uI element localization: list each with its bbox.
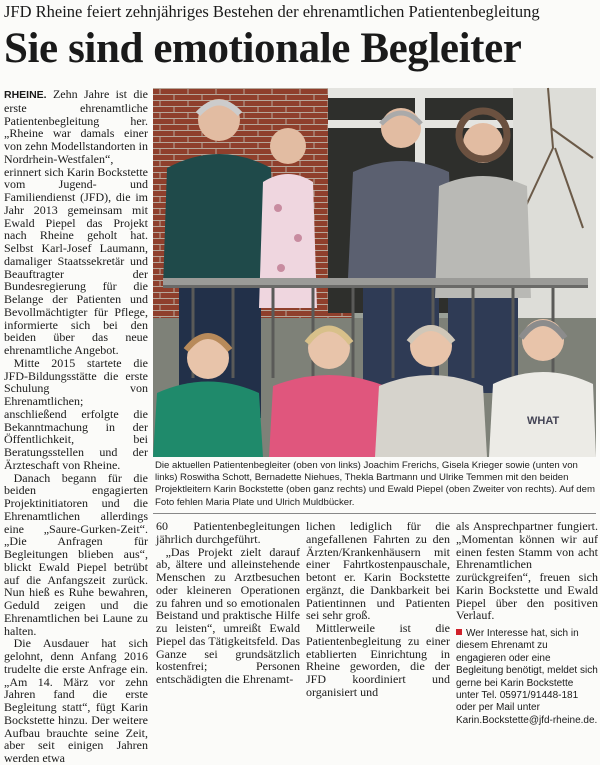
contact-infobox [456,628,598,727]
article-column-2 [156,519,300,686]
article-paragraph: Danach begann für die beiden engagierten Projektinitiatoren und die Ehrenamtlichen allerdings eine „Saure-Gurken-Zeit“. „Die Anfragen für Begleitungen blieben aus“, blickt Ewald Piepel betrübt auf die Anfangszeit zurück. Nun hieß es Ruhe bewahren, Geduld zeigen und die Ehrenamtlichen bei Laune zu halten. [4,470,148,638]
headline: Sie sind emotionale Begleiter [4,25,522,72]
article-paragraph: Die Ausdauer hat sich gelohnt, denn Anfang 2016 trudelte die erste Anfrage ein. „Am 14. März vor zehn Jahren fand die erste Begleitung statt“, fügt Karin Bockstette hinzu. Der weitere Aufbau brauchte seine Zeit, aber seit einigen Jahren werden etwa [4,636,148,765]
divider [153,513,596,514]
red-square-bullet-icon [456,629,462,635]
article-paragraph: Mitte 2015 startete die JFD-Bildungsstätte die erste Schulung von Ehrenamtlichen; anschließend erfolgte die Bekanntmachung in der Öffentlichkeit, bei Beratungsstellen und der Ärzteschaft von Rheine. [4,355,148,472]
shirt-text: WHAT [527,415,560,427]
article-paragraph: 60 Patientenbegleitungen jährlich durchgeführt. [156,519,300,546]
article-paragraph: lichen lediglich für die angefallenen Fahrten zu den Ärzten/Krankenhäusern mit einer Fahrtkostenpauschale, betont er. Karin Bockstette ergänzt, die Dankbarkeit bei Patientinnen und Patienten sei sehr groß. [306,519,450,623]
paragraph-text: Zehn Jahre ist die erste ehrenamtliche Patientenbegleitung her. „Rheine war damals einer von zehn Modellstandorten in Nordrhein-Westfalen“, erinnert sich Karin Bockstette vom Jugend- und Familiendienst (JFD), die im Jahr 2013 gemeinsam mit Ewald Piepel das Projekt nach Rheine geholt hat. Selbst Karl-Josef Laumann, damaliger Staatssekretär und Beauftragter der Bundesregierung für die Belange der Patienten und Bevollmächtigter für Pflege, informierte sich bei den beiden über das neue ehrenamtliche Angebot. [4,87,148,357]
article-paragraph: Mittlerweile ist die Patientenbegleitung zu einer etablierten Einrichtung in Rheine geworden, die der JFD koordiniert und organisiert und [306,621,450,699]
infobox-text: Wer Interesse hat, sich in diesem Ehrenamt zu engagieren oder eine Begleitung benötigt, meldet sich gerne bei Karin Bockstette unter Tel. 05971/91448-181 oder per Mail unter Karin.Bockstette@jfd-rheine.de. [456,628,598,726]
group-photo [153,88,596,457]
article-paragraph [4,88,148,357]
article-column-4 [456,519,598,726]
article-paragraph: „Das Projekt zielt darauf ab, ältere und alleinstehende Menschen zu Arztbesuchen oder kleineren Operationen zu fahren und so emotionalen Beistand und praktische Hilfe zu leisten“, umreißt Ewald Piepel das Tätigkeitsfeld. Das Ganze sei grundsätzlich kostenfrei; Personen entschädigten die Ehrenamt- [156,544,300,686]
article-column-3 [306,519,450,699]
photo-caption: Die aktuellen Patientenbegleiter (oben von links) Joachim Frerichs, Gisela Krieger sowie (unten von links) Roswitha Schott, Bernadette Niehues, Thekla Bartmann und Ulrike Temmen mit den beiden Projektleitern Karin Bockstette (oben ganz rechts) und Ewald Piepel (oben Zweiter von rechts). Auf dem Foto fehlen Maria Plate und Ulrich Muldbücker. [155,460,595,508]
kicker: JFD Rheine feiert zehnjähriges Bestehen der ehrenamtlichen Patientenbegleitung [4,2,540,21]
article-paragraph: als Ansprechpartner fungiert. „Momentan können wir auf einen festen Stamm von acht Ehrenamtlichen zurückgreifen“, freuen sich Karin Bockstette und Ewald Piepel über den positiven Verlauf. [456,519,598,623]
article-column-1 [4,87,148,765]
dateline: RHEINE. [4,89,47,101]
